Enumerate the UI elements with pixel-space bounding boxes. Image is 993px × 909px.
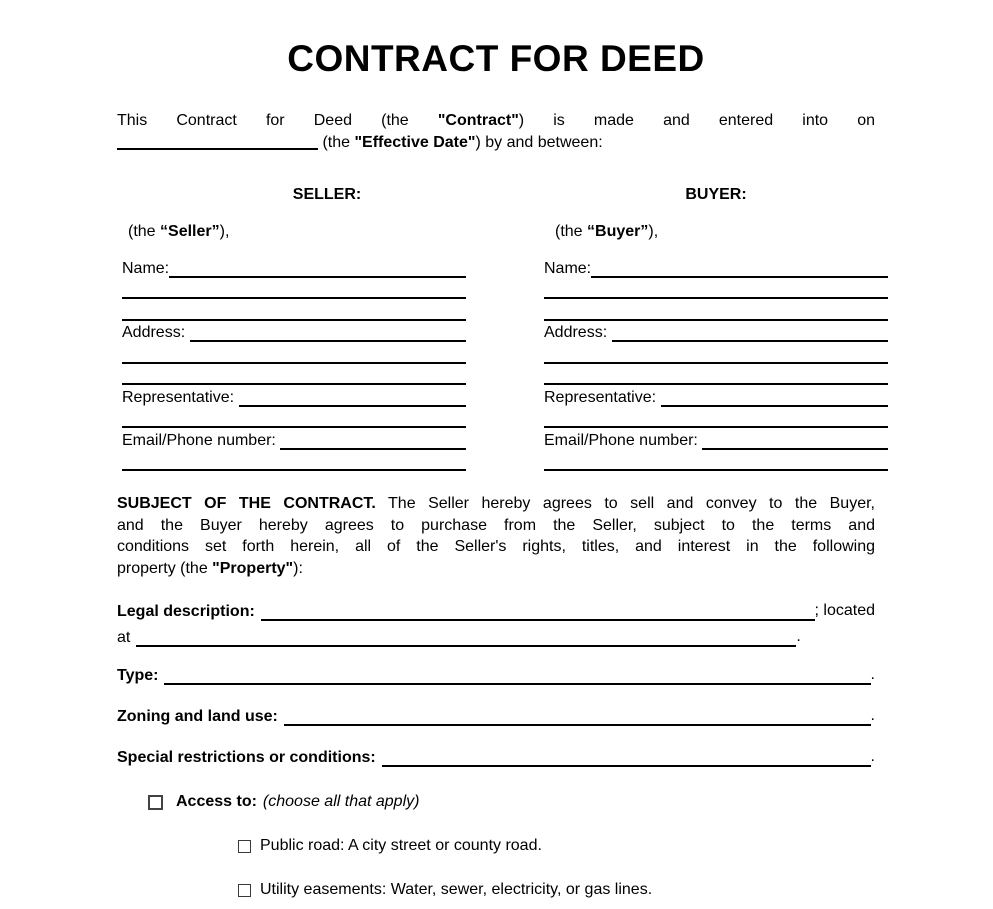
intro-text: This Contract for Deed (the — [117, 112, 438, 129]
zoning-label: Zoning and land use: — [117, 708, 278, 725]
seller-fields — [122, 256, 466, 471]
blank-line[interactable] — [544, 299, 888, 321]
intro-text: ) by and between: — [475, 134, 603, 151]
buyer-term: “Buyer” — [587, 223, 649, 240]
effective-date-blank[interactable] — [117, 137, 318, 150]
type-label: Type: — [117, 667, 159, 684]
subject-paragraph — [117, 493, 875, 579]
blank-line-row — [544, 299, 888, 321]
name-label: Name: — [122, 259, 170, 277]
blank-line[interactable] — [544, 364, 888, 386]
blank-line-row — [544, 450, 888, 472]
address-field-row — [544, 321, 888, 343]
access-to-checkbox[interactable] — [148, 795, 163, 810]
address-label: Address: — [122, 324, 190, 341]
blank-line[interactable] — [544, 278, 888, 300]
representative-field-row — [122, 385, 466, 407]
representative-field-row — [544, 385, 888, 407]
representative-blank[interactable] — [239, 385, 466, 407]
address-field-row — [122, 321, 466, 343]
located-suffix: ; located — [814, 602, 875, 619]
utility-easements-label: Utility easements: Water, sewer, electricity, or gas lines. — [260, 881, 653, 898]
zoning-row — [117, 704, 875, 726]
at-label: at — [117, 629, 131, 646]
parties-section — [117, 184, 888, 471]
representative-label: Representative: — [544, 388, 661, 406]
address-label: Address: — [544, 324, 612, 341]
seller-column — [117, 206, 537, 471]
blank-line[interactable] — [544, 342, 888, 364]
special-restrictions-row — [117, 745, 875, 767]
intro-text: (the — [318, 134, 355, 151]
seller-heading: SELLER: — [292, 186, 362, 203]
subject-line-3: conditions set forth herein, all of the Seller's rights, titles, and interest in the following — [117, 538, 875, 555]
blank-line-row — [122, 407, 466, 429]
blank-line-row — [544, 364, 888, 386]
buyer-heading: BUYER: — [685, 186, 747, 203]
name-blank[interactable] — [169, 256, 466, 278]
blank-line-row — [122, 364, 466, 386]
utility-easements-checkbox[interactable] — [238, 884, 251, 897]
document-title: CONTRACT FOR DEED — [287, 38, 705, 79]
email-phone-blank[interactable] — [280, 428, 466, 450]
subject-heading: SUBJECT OF THE CONTRACT. — [117, 495, 376, 512]
representative-label: Representative: — [122, 388, 239, 406]
effective-date-term: "Effective Date" — [354, 134, 476, 151]
name-field-row — [122, 256, 466, 278]
paren-text: (the — [128, 223, 161, 240]
access-to-label: Access to: — [176, 793, 257, 810]
legal-description-row — [117, 595, 875, 621]
seller-term: “Seller” — [160, 223, 220, 240]
representative-blank[interactable] — [661, 385, 888, 407]
name-field-row — [544, 256, 888, 278]
blank-line-row — [544, 407, 888, 429]
property-term: "Property" — [212, 559, 294, 577]
email-phone-label: Email/Phone number: — [544, 431, 703, 449]
address-blank[interactable] — [190, 321, 466, 343]
special-restrictions-blank[interactable] — [382, 745, 871, 767]
subject-text: ): — [293, 559, 303, 577]
public-road-row — [117, 835, 888, 857]
type-blank[interactable] — [164, 663, 870, 685]
blank-line[interactable] — [544, 450, 888, 472]
subject-line-2: and the Buyer hereby agrees to purchase from the Seller, subject to the terms and — [117, 516, 875, 534]
period: . — [870, 748, 875, 765]
located-at-blank[interactable] — [136, 621, 796, 647]
blank-line-row — [122, 299, 466, 321]
blank-line[interactable] — [122, 450, 466, 472]
special-restrictions-label: Special restrictions or conditions: — [117, 749, 376, 766]
paren-text: ), — [648, 223, 659, 240]
buyer-fields — [544, 256, 888, 471]
blank-line-row — [544, 342, 888, 364]
email-phone-blank[interactable] — [702, 428, 888, 450]
utility-easements-row — [117, 879, 888, 901]
blank-line[interactable] — [122, 407, 466, 429]
blank-line-row — [122, 278, 466, 300]
period: . — [870, 707, 875, 724]
buyer-the-clause — [544, 221, 888, 243]
name-label: Name: — [544, 259, 592, 277]
access-to-row — [117, 791, 888, 813]
intro-text: ) is made and entered into on — [518, 112, 875, 129]
subject-line-4 — [117, 558, 875, 580]
subject-line-1 — [117, 493, 875, 515]
blank-line-row — [122, 450, 466, 472]
public-road-label: Public road: A city street or county road. — [260, 837, 542, 854]
blank-line[interactable] — [122, 299, 466, 321]
access-to-hint: (choose all that apply) — [262, 793, 420, 810]
legal-description-blank[interactable] — [261, 595, 815, 621]
email-phone-field-row — [122, 428, 466, 450]
blank-line[interactable] — [544, 407, 888, 429]
name-blank[interactable] — [591, 256, 888, 278]
intro-paragraph — [117, 110, 875, 154]
legal-description-label: Legal description: — [117, 603, 255, 620]
email-phone-field-row — [544, 428, 888, 450]
intro-line-2 — [117, 132, 875, 154]
intro-line-1 — [117, 110, 875, 132]
subject-text: The Seller hereby agrees to sell and convey to the Buyer, — [375, 495, 875, 512]
type-row — [117, 663, 875, 685]
blank-line-row — [544, 278, 888, 300]
blank-line[interactable] — [122, 364, 466, 386]
period: . — [796, 628, 801, 645]
period: . — [870, 666, 875, 683]
public-road-checkbox[interactable] — [238, 840, 251, 853]
blank-line[interactable] — [122, 278, 466, 300]
address-blank[interactable] — [612, 321, 888, 343]
paren-text: ), — [219, 223, 230, 240]
blank-line-row — [122, 342, 466, 364]
located-at-row — [117, 621, 875, 647]
zoning-blank[interactable] — [284, 704, 871, 726]
buyer-column — [544, 206, 888, 471]
contract-term: "Contract" — [437, 112, 519, 129]
subject-text: property (the — [117, 559, 213, 577]
blank-line[interactable] — [122, 342, 466, 364]
seller-the-clause — [117, 221, 537, 243]
email-phone-label: Email/Phone number: — [122, 431, 281, 449]
paren-text: (the — [555, 223, 588, 240]
